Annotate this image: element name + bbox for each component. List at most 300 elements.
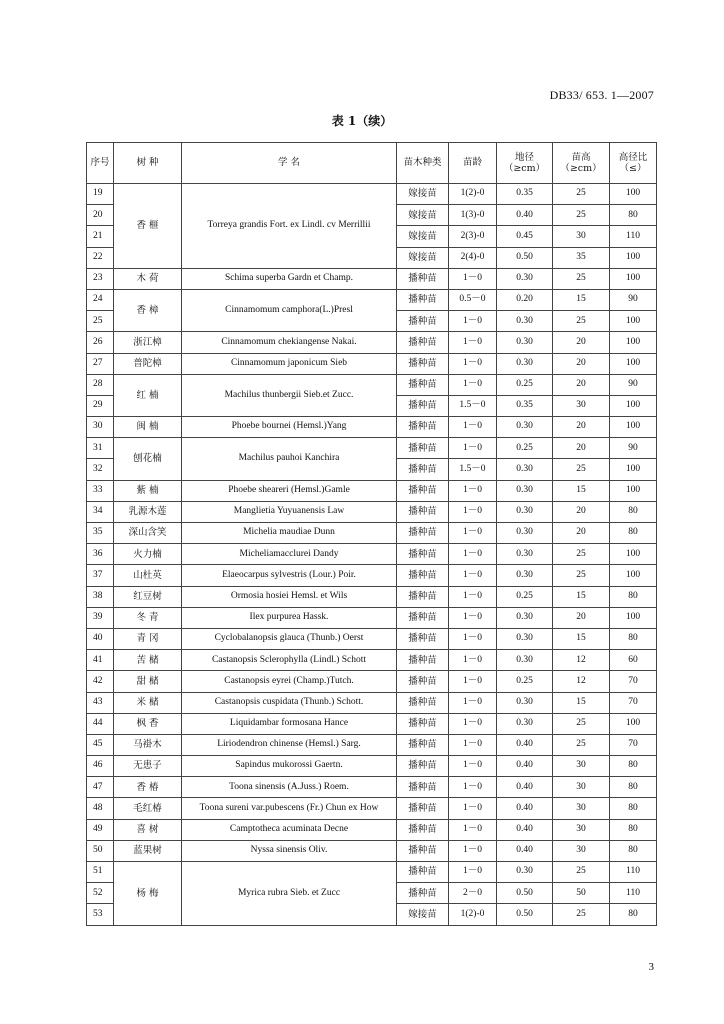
seedling-type-cell: 播种苗 [397,692,449,713]
ratio-cell: 70 [610,734,657,755]
seedling-type-cell: 播种苗 [397,607,449,628]
scientific-name-cell: Castanopsis Sclerophylla (Lindl.) Schott [182,650,397,671]
scientific-name-cell: Liriodendron chinense (Hemsl.) Sarg. [182,734,397,755]
row-number-cell: 53 [87,904,114,925]
species-cell: 红 楠 [114,374,182,416]
seedling-type-cell: 播种苗 [397,332,449,353]
table-row [87,332,657,353]
species-cell: 闽 楠 [114,417,182,438]
table-row [87,819,657,840]
age-cell: 1－0 [449,311,497,332]
row-number-cell: 50 [87,840,114,861]
height-cell: 30 [553,798,610,819]
ratio-cell: 100 [610,417,657,438]
age-cell: 1(2)-0 [449,184,497,205]
scientific-name-cell: Cyclobalanopsis glauca (Thunb.) Oerst [182,628,397,649]
table-row [87,586,657,607]
seedling-type-cell: 嫁接苗 [397,184,449,205]
height-cell: 25 [553,268,610,289]
height-cell: 25 [553,734,610,755]
ratio-cell: 80 [610,756,657,777]
ratio-cell: 100 [610,480,657,501]
height-cell: 25 [553,205,610,226]
standard-code: DB33/ 653. 1—2007 [549,88,654,102]
seedling-standards-table [86,142,657,926]
seedling-type-cell: 播种苗 [397,628,449,649]
diameter-cell: 0.50 [497,904,553,925]
seedling-type-cell: 播种苗 [397,819,449,840]
diameter-cell: 0.30 [497,353,553,374]
species-cell: 马褂木 [114,734,182,755]
diameter-cell: 0.25 [497,374,553,395]
row-number-cell: 41 [87,650,114,671]
age-cell: 1－0 [449,692,497,713]
row-number-cell: 45 [87,734,114,755]
table-row [87,777,657,798]
ratio-cell: 80 [610,798,657,819]
seedling-type-cell: 播种苗 [397,756,449,777]
height-cell: 25 [553,459,610,480]
height-cell: 20 [553,607,610,628]
height-cell: 12 [553,671,610,692]
species-cell: 甜 槠 [114,671,182,692]
col-header-age: 苗龄 [449,143,497,184]
seedling-type-cell: 播种苗 [397,459,449,480]
ratio-cell: 80 [610,904,657,925]
ratio-cell: 80 [610,523,657,544]
species-cell: 香 椿 [114,777,182,798]
row-number-cell: 35 [87,523,114,544]
age-cell: 1－0 [449,353,497,374]
height-cell: 20 [553,353,610,374]
height-cell: 25 [553,904,610,925]
table-row [87,713,657,734]
age-cell: 1－0 [449,332,497,353]
height-cell: 15 [553,586,610,607]
scientific-name-cell: Elaeocarpus sylvestris (Lour.) Poir. [182,565,397,586]
table-body [87,184,657,926]
height-cell: 25 [553,862,610,883]
diameter-cell: 0.40 [497,798,553,819]
row-number-cell: 43 [87,692,114,713]
age-cell: 1－0 [449,544,497,565]
age-cell: 1－0 [449,374,497,395]
diameter-cell: 0.40 [497,840,553,861]
seedling-type-cell: 播种苗 [397,374,449,395]
diameter-cell: 0.30 [497,628,553,649]
height-cell: 20 [553,332,610,353]
table-row [87,523,657,544]
row-number-cell: 46 [87,756,114,777]
col-header-no: 序号 [87,143,114,184]
seedling-type-cell: 播种苗 [397,311,449,332]
row-number-cell: 36 [87,544,114,565]
table-row [87,756,657,777]
scientific-name-cell: Ormosia hosiei Hemsl. et Wils [182,586,397,607]
row-number-cell: 20 [87,205,114,226]
diameter-cell: 0.30 [497,332,553,353]
table-row [87,438,657,459]
seedling-type-cell: 播种苗 [397,586,449,607]
scientific-name-cell: Torreya grandis Fort. ex Lindl. cv Merrillii [182,184,397,269]
scientific-name-cell: Michelia maudiae Dunn [182,523,397,544]
age-cell: 2(4)-0 [449,247,497,268]
row-number-cell: 49 [87,819,114,840]
ratio-cell: 100 [610,353,657,374]
age-cell: 1－0 [449,756,497,777]
age-cell: 1－0 [449,671,497,692]
scientific-name-cell: Cinnamomum chekiangense Nakai. [182,332,397,353]
ratio-cell: 70 [610,692,657,713]
row-number-cell: 21 [87,226,114,247]
ratio-cell: 110 [610,226,657,247]
height-cell: 30 [553,840,610,861]
ratio-cell: 100 [610,395,657,416]
height-cell: 15 [553,692,610,713]
age-cell: 1(3)-0 [449,205,497,226]
scientific-name-cell: Phoebe bournei (Hemsl.)Yang [182,417,397,438]
species-cell: 深山含笑 [114,523,182,544]
row-number-cell: 48 [87,798,114,819]
table-row [87,862,657,883]
table-row [87,840,657,861]
table-row [87,501,657,522]
age-cell: 1－0 [449,862,497,883]
scientific-name-cell: Phoebe sheareri (Hemsl.)Gamle [182,480,397,501]
seedling-type-cell: 播种苗 [397,544,449,565]
col-header-species: 树 种 [114,143,182,184]
page-number: 3 [648,961,654,973]
age-cell: 1.5－0 [449,395,497,416]
species-cell: 米 槠 [114,692,182,713]
species-cell: 枫 香 [114,713,182,734]
col-header-height: 苗高（≥cm） [553,143,610,184]
height-cell: 15 [553,480,610,501]
seedling-type-cell: 播种苗 [397,523,449,544]
table-row [87,374,657,395]
seedling-type-cell: 播种苗 [397,289,449,310]
table-row [87,734,657,755]
age-cell: 1－0 [449,268,497,289]
species-cell: 冬 青 [114,607,182,628]
seedling-type-cell: 播种苗 [397,883,449,904]
diameter-cell: 0.30 [497,523,553,544]
diameter-cell: 0.25 [497,438,553,459]
ratio-cell: 100 [610,247,657,268]
row-number-cell: 44 [87,713,114,734]
diameter-cell: 0.30 [497,650,553,671]
ratio-cell: 100 [610,459,657,480]
table-row [87,544,657,565]
scientific-name-cell: Castanopsis eyrei (Champ.)Tutch. [182,671,397,692]
ratio-cell: 110 [610,862,657,883]
table-row [87,417,657,438]
ratio-cell: 80 [610,205,657,226]
ratio-cell: 100 [610,311,657,332]
height-cell: 20 [553,501,610,522]
ratio-cell: 90 [610,374,657,395]
ratio-cell: 100 [610,184,657,205]
diameter-cell: 0.40 [497,777,553,798]
scientific-name-cell: Machilus pauhoi Kanchira [182,438,397,480]
row-number-cell: 33 [87,480,114,501]
col-header-ratio: 高径比（≤） [610,143,657,184]
diameter-cell: 0.50 [497,247,553,268]
scientific-name-cell: Schima superba Gardn et Champ. [182,268,397,289]
age-cell: 1－0 [449,777,497,798]
row-number-cell: 39 [87,607,114,628]
ratio-cell: 100 [610,268,657,289]
species-cell: 红豆树 [114,586,182,607]
scientific-name-cell: Machilus thunbergii Sieb.et Zucc. [182,374,397,416]
ratio-cell: 100 [610,544,657,565]
age-cell: 1－0 [449,819,497,840]
scientific-name-cell: Liquidambar formosana Hance [182,713,397,734]
age-cell: 1－0 [449,713,497,734]
species-cell: 喜 树 [114,819,182,840]
scientific-name-cell: Manglietia Yuyuanensis Law [182,501,397,522]
ratio-cell: 100 [610,332,657,353]
age-cell: 2(3)-0 [449,226,497,247]
height-cell: 20 [553,438,610,459]
table-row [87,798,657,819]
age-cell: 0.5－0 [449,289,497,310]
diameter-cell: 0.30 [497,311,553,332]
species-cell: 毛红椿 [114,798,182,819]
seedling-type-cell: 嫁接苗 [397,226,449,247]
row-number-cell: 34 [87,501,114,522]
species-cell: 青 冈 [114,628,182,649]
seedling-type-cell: 播种苗 [397,480,449,501]
table-header-row [87,143,657,184]
seedling-type-cell: 播种苗 [397,565,449,586]
table-row [87,671,657,692]
seedling-type-cell: 播种苗 [397,840,449,861]
row-number-cell: 38 [87,586,114,607]
diameter-cell: 0.30 [497,544,553,565]
age-cell: 2－0 [449,883,497,904]
age-cell: 1－0 [449,628,497,649]
row-number-cell: 23 [87,268,114,289]
diameter-cell: 0.30 [497,417,553,438]
height-cell: 30 [553,819,610,840]
species-cell: 普陀樟 [114,353,182,374]
table-row [87,268,657,289]
row-number-cell: 22 [87,247,114,268]
height-cell: 30 [553,777,610,798]
seedling-type-cell: 播种苗 [397,501,449,522]
row-number-cell: 27 [87,353,114,374]
scientific-name-cell: Myrica rubra Sieb. et Zucc [182,862,397,926]
seedling-type-cell: 播种苗 [397,353,449,374]
diameter-cell: 0.25 [497,586,553,607]
height-cell: 25 [553,311,610,332]
seedling-type-cell: 播种苗 [397,862,449,883]
scientific-name-cell: Camptotheca acuminata Decne [182,819,397,840]
ratio-cell: 80 [610,777,657,798]
ratio-cell: 100 [610,607,657,628]
seedling-type-cell: 播种苗 [397,650,449,671]
diameter-cell: 0.25 [497,671,553,692]
seedling-type-cell: 播种苗 [397,798,449,819]
height-cell: 20 [553,523,610,544]
age-cell: 1－0 [449,586,497,607]
diameter-cell: 0.40 [497,734,553,755]
row-number-cell: 40 [87,628,114,649]
age-cell: 1－0 [449,438,497,459]
ratio-cell: 100 [610,713,657,734]
scientific-name-cell: Toona sinensis (A.Juss.) Roem. [182,777,397,798]
ratio-cell: 90 [610,289,657,310]
seedling-type-cell: 播种苗 [397,713,449,734]
species-cell: 香 榧 [114,184,182,269]
height-cell: 30 [553,756,610,777]
ratio-cell: 80 [610,819,657,840]
age-cell: 1－0 [449,480,497,501]
age-cell: 1－0 [449,501,497,522]
scientific-name-cell: Cinnamomum camphora(L.)Presl [182,289,397,331]
row-number-cell: 37 [87,565,114,586]
table-row [87,565,657,586]
ratio-cell: 90 [610,438,657,459]
diameter-cell: 0.35 [497,184,553,205]
height-cell: 50 [553,883,610,904]
species-cell: 木 荷 [114,268,182,289]
age-cell: 1(2)-0 [449,904,497,925]
species-cell: 火力楠 [114,544,182,565]
seedling-type-cell: 嫁接苗 [397,247,449,268]
diameter-cell: 0.30 [497,713,553,734]
row-number-cell: 19 [87,184,114,205]
scientific-name-cell: Toona sureni var.pubescens (Fr.) Chun ex How [182,798,397,819]
age-cell: 1－0 [449,734,497,755]
diameter-cell: 0.30 [497,565,553,586]
seedling-type-cell: 嫁接苗 [397,205,449,226]
table-row [87,353,657,374]
age-cell: 1－0 [449,650,497,671]
seedling-type-cell: 播种苗 [397,417,449,438]
seedling-type-cell: 播种苗 [397,268,449,289]
row-number-cell: 30 [87,417,114,438]
table-row [87,607,657,628]
species-cell: 香 樟 [114,289,182,331]
seedling-type-cell: 播种苗 [397,777,449,798]
species-cell: 乳源木莲 [114,501,182,522]
scientific-name-cell: Micheliamacclurei Dandy [182,544,397,565]
diameter-cell: 0.50 [497,883,553,904]
height-cell: 30 [553,395,610,416]
height-cell: 35 [553,247,610,268]
diameter-cell: 0.30 [497,692,553,713]
diameter-cell: 0.40 [497,819,553,840]
ratio-cell: 80 [610,628,657,649]
diameter-cell: 0.30 [497,862,553,883]
row-number-cell: 29 [87,395,114,416]
scientific-name-cell: Sapindus mukorossi Gaertn. [182,756,397,777]
height-cell: 25 [553,565,610,586]
table-row [87,184,657,205]
table-row [87,692,657,713]
scientific-name-cell: Cinnamomum japonicum Sieb [182,353,397,374]
ratio-cell: 80 [610,586,657,607]
ratio-cell: 100 [610,565,657,586]
age-cell: 1－0 [449,565,497,586]
height-cell: 25 [553,184,610,205]
seedling-type-cell: 播种苗 [397,734,449,755]
row-number-cell: 25 [87,311,114,332]
diameter-cell: 0.40 [497,205,553,226]
diameter-cell: 0.30 [497,480,553,501]
row-number-cell: 52 [87,883,114,904]
species-cell: 浙江樟 [114,332,182,353]
species-cell: 杨 梅 [114,862,182,926]
scientific-name-cell: Castanopsis cuspidata (Thunb.) Schott. [182,692,397,713]
diameter-cell: 0.30 [497,607,553,628]
diameter-cell: 0.30 [497,501,553,522]
seedling-type-cell: 嫁接苗 [397,904,449,925]
diameter-cell: 0.30 [497,459,553,480]
age-cell: 1－0 [449,798,497,819]
col-header-seedling-type: 苗木种类 [397,143,449,184]
height-cell: 25 [553,544,610,565]
ratio-cell: 60 [610,650,657,671]
diameter-cell: 0.30 [497,268,553,289]
diameter-cell: 0.35 [497,395,553,416]
table-row [87,480,657,501]
height-cell: 20 [553,374,610,395]
age-cell: 1－0 [449,840,497,861]
table-row [87,650,657,671]
height-cell: 15 [553,289,610,310]
height-cell: 30 [553,226,610,247]
row-number-cell: 28 [87,374,114,395]
scientific-name-cell: Ilex purpurea Hassk. [182,607,397,628]
row-number-cell: 24 [87,289,114,310]
diameter-cell: 0.20 [497,289,553,310]
ratio-cell: 80 [610,840,657,861]
age-cell: 1.5－0 [449,459,497,480]
species-cell: 紫 楠 [114,480,182,501]
species-cell: 山杜英 [114,565,182,586]
species-cell: 刨花楠 [114,438,182,480]
row-number-cell: 51 [87,862,114,883]
row-number-cell: 47 [87,777,114,798]
diameter-cell: 0.40 [497,756,553,777]
row-number-cell: 26 [87,332,114,353]
col-header-scientific-name: 学 名 [182,143,397,184]
row-number-cell: 31 [87,438,114,459]
species-cell: 无患子 [114,756,182,777]
ratio-cell: 70 [610,671,657,692]
col-header-diameter: 地径（≥cm） [497,143,553,184]
height-cell: 25 [553,713,610,734]
seedling-type-cell: 播种苗 [397,438,449,459]
scientific-name-cell: Nyssa sinensis Oliv. [182,840,397,861]
table-title: 表 1（续） [331,114,393,128]
table-row [87,289,657,310]
ratio-cell: 80 [610,501,657,522]
row-number-cell: 42 [87,671,114,692]
height-cell: 15 [553,628,610,649]
species-cell: 蓝果树 [114,840,182,861]
age-cell: 1－0 [449,523,497,544]
height-cell: 12 [553,650,610,671]
height-cell: 20 [553,417,610,438]
diameter-cell: 0.45 [497,226,553,247]
seedling-type-cell: 播种苗 [397,395,449,416]
age-cell: 1－0 [449,607,497,628]
age-cell: 1－0 [449,417,497,438]
